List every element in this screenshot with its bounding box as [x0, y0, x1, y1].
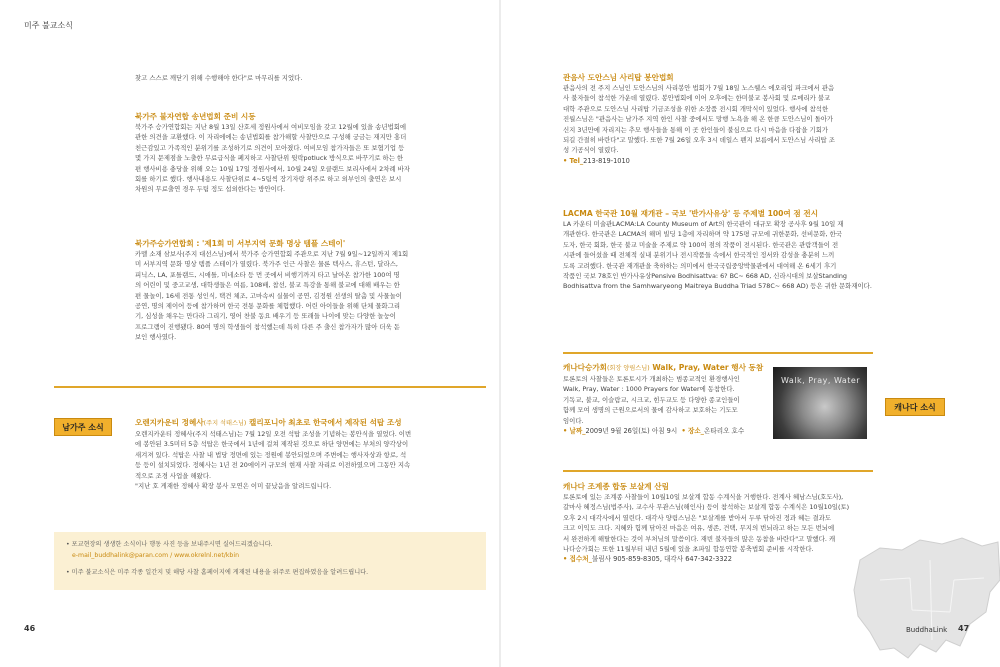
- article-line: 도자, 한국 회화, 한국 불교 미술을 주제로 약 100여 점의 작품이 전시된다. 한국관은 관람객들이 전: [563, 240, 839, 249]
- article-line: 친근감있고 가족적인 분위기를 조성하기로 의견이 모아졌다. 여비모임 참가자들은 또 보협기업 등: [135, 143, 405, 152]
- article-line: 북가주 승가연합회는 지난 8월 13일 산호세 정원사에서 여비모임을 갖고 12월에 있을 송년법회에: [135, 123, 407, 131]
- article-line: 회를 하기로 했다. 행사내용도 사찰단위로 4~5팀씩 장기자랑 위주로 하고 외부인의 출연은 보시: [135, 175, 402, 184]
- article-temple-stay: [135, 238, 485, 343]
- article-title: 오렌지카운티 정혜사(주지 석태스님) 캘리포니아 최초로 한국에서 제작된 석탑 조성: [135, 418, 402, 427]
- article-line: Bodhisattva from the Samhwaryeong Maitreya Buddha Triad 578C~ 668 AD) 등은 귀한 문화재이다.: [563, 282, 872, 291]
- article-body: [563, 83, 873, 156]
- section-label: 미주 불교소식: [24, 21, 73, 30]
- article-line: 신지 3년만에 자리지는 추모 행사들을 통해 이 곳 한인들이 불심으로 다시 마음을 다잡을 기회가: [563, 125, 829, 134]
- article-gwaneumsa-stupa: [563, 72, 873, 166]
- article-line: 성 기공식이 열렸다.: [563, 146, 619, 155]
- article-quote: "지난 호 게재한 정혜사 확장 봉사 모연은 이미 끝났음을 알려드립니다.: [135, 482, 332, 491]
- article-line: 기, 심성을 채우는 만다라 그리기, 영어 찬불 동요 배우기 등 또래들 나이에 맞는 다양한 놀눙이: [135, 312, 396, 321]
- article-canada-bodhisattva-precepts: [563, 481, 873, 564]
- intro-line: 찾고 스스로 깨닫기 위해 수행해야 한다"로 마무리를 지었다.: [135, 74, 303, 82]
- page-number-left: 46: [24, 624, 36, 633]
- article-title: 관음사 도안스님 사리탑 봉안법회: [563, 73, 674, 82]
- article-line: 서 완전하게 해탈한다는 것이 부처님의 말씀이다. 재빈 불자들의 많은 동참을 바란다"고 말했다. 캐: [563, 534, 836, 543]
- article-line: 적으로 조경 사업을 해왔다.: [135, 471, 212, 480]
- article-line: 관한 의견을 교환했다. 이 자리에에는 송년법회를 참가해할 사찰만으로 구성해 궁금는 재지만 홍더: [135, 133, 407, 142]
- region-tag-southern-california: 남가주 소식: [54, 418, 112, 436]
- article-line: 오후 2시 대각사에서 열린다. 대각사 양림스님은 "보살계를 받아서 두루 닦아진 정과 혜는 결과도: [563, 513, 831, 522]
- page-number-right: 47: [958, 624, 970, 633]
- article-title: LACMA 한국관 10월 재개관 – 국보 '반가사유상' 등 주제별 100여 점 전시: [563, 209, 819, 218]
- page-gutter: [499, 0, 501, 667]
- event-photo: [773, 367, 867, 439]
- article-line: 작품인 국보 78호인 반가사유상Pensive Bodhisattva: 6? BC~ 668 AD, 신라시대의 보살Standing: [563, 272, 847, 281]
- article-body: [563, 219, 873, 292]
- notes-line: • 포교현장의 생생한 소식이나 행동 사진 등을 보내주시면 실어드리겠습니다.: [66, 541, 273, 548]
- article-bay-area-year-end: [135, 111, 485, 195]
- article-body: [563, 492, 873, 554]
- section-divider: [54, 386, 486, 388]
- article-line: 보인 행사였다.: [135, 333, 177, 342]
- article-line: 등 등이 설치되었다. 정혜사는 1년 전 20에이커 규모의 현재 사찰 자리로 이전하였으며 그동안 지속: [135, 461, 411, 470]
- section-divider: [563, 352, 873, 354]
- article-line: 에 봉안된 3.5미터 5층 석탑은 한국에서 1년에 걸쳐 제작된 것으로 하단 양면에는 부처의 양각상이: [135, 440, 409, 449]
- article-line: 몇 가지 문제점을 노출한 무료급식을 폐지하고 사찰단위 뒷락potluck 방식으로 바꾸기로 하는 한: [135, 154, 404, 163]
- article-body: [563, 374, 765, 426]
- article-line: LA 카운티 미술관LACMA:LA County Museum of Art의 한국관이 대규모 확장 공사후 9월 10일 재: [563, 220, 844, 228]
- article-body: [135, 249, 485, 343]
- article-line: 새겨져 있다. 석탑은 사찰 내 법당 정면에 있는 정원에 봉안되었으며 주변에는 행사자상과 항로, 석: [135, 450, 407, 459]
- registration-info: • 접수처_불림사 905-859-8305, 대각사 647-342-3322: [563, 555, 732, 564]
- article-line: 의 어린이 및 중고교생, 대학생들은 여름, 108배, 참선, 불교 특강을 통해 불교에 대해 배우는 한: [135, 281, 400, 290]
- article-line: 기독교, 불교, 이슬람교, 시크교, 힌두교도 등 다양한 종교인들이: [563, 395, 740, 404]
- article-line: 토론토에 있는 조계종 사찰들이 10월10일 보살계 합동 수계식을 거행한다. 전계사 혜남스님(호도사),: [563, 493, 844, 501]
- article-body: [135, 122, 485, 195]
- article-body: [135, 429, 485, 481]
- article-jeonghyesa-pagoda: [135, 417, 485, 491]
- article-line: 편 물놀이, 16세 전통 성인식, 택견 체조, 고마속씨 실물이 공연, 김정원 선생의 탈춤 및 사물놀이: [135, 291, 402, 300]
- article-line: 시관에 들어섰을 때 전체적 실내 분위기나 전시작품들 속에서 한국적인 정서와 감성을 충분히 느끼: [563, 251, 835, 260]
- article-line: 차원의 무료출연 경우 두팀 정도 섭외한다는 방안이다.: [135, 185, 286, 194]
- article-line: 피닉스, LA, 포틀랜드, 시애틀, 미네소타 등 먼 곳에서 비행기까지 타고 날아온 참가한 100여 명: [135, 270, 400, 279]
- article-line: 미 서부지역 문화 명상 템플 스테이가 열렸다. 북가주 인근 사찰은 물론 텍사스, 휴스턴, 달라스,: [135, 260, 398, 269]
- notes-box: [54, 532, 486, 590]
- article-line: 갈마사 혜정스님(법주사), 교수사 무관스님(해인사) 등이 참석하는 보살계 합동 수계식은 10월10일(토): [563, 503, 850, 512]
- article-line: 임이다.: [563, 416, 584, 425]
- article-line: 크고 이익도 크다. 지혜와 힘께 닦아진 마음은 여유, 생존, 견택, 무지의 번뇌라고 하는 모든 번뇌에: [563, 524, 835, 533]
- footer-brand: BuddhaLink: [906, 626, 948, 634]
- article-line: 되길 간절히 바란다"고 말했다. 또한 7월 26일 오후 3시 데일스 펜지 보름에서 도안스님 사리탑 조: [563, 136, 835, 145]
- article-line: 사 불자들이 참석한 가운데 열렸다. 봉안법회에 이어 오후에는 한미불교 봉사회 및 로메리카 불교: [563, 94, 831, 103]
- article-line: 공연, 명의 제이어 등에 참가하며 한국 전통 문화를 체험했다. 어린 아이들을 위해 단체 물화그리: [135, 302, 401, 311]
- article-line: 프로그램이 진행됐다. 80여 명의 학생들이 참석했는데 특히 다른 주 출신 참가자가 많아 더욱 돋: [135, 322, 400, 331]
- article-line: 오렌지카운티 정혜사(주지 석태스님)는 7월 12일 오전 석탑 조성을 기념하는 봉안식을 열었다. 이번: [135, 430, 412, 438]
- article-line: 도록 고려했다. 한국관 재개관을 축하하는 의미에서 한국국립중앙박물관에서 대여해 온 6세기 후기: [563, 261, 837, 270]
- article-line: 함께 모여 생명의 근원으로서의 물에 감사하고 보호하는 기도모: [563, 406, 738, 415]
- notes-line: • 미주 불교소식은 미주 각종 일간지 및 해당 사찰 홈페이지에 게재된 내용을 위주로 편집하였음을 알려드립니다.: [66, 569, 369, 576]
- article-title: 북가주승가연합회 : '제1회 미 서부지역 문화 명상 템플 스테이': [135, 239, 346, 248]
- article-title: 캐나다 조계종 합동 보살계 산림: [563, 482, 669, 491]
- article-line: 카멜 소재 삼보사(주지 대선스님)에서 북가주 승가연합회 주관으로 지난 7월 9일~12일까지 제1회: [135, 250, 409, 258]
- article-lacma-korean-gallery: [563, 208, 873, 292]
- region-tag-canada: 캐나다 소식: [885, 398, 945, 416]
- event-info: • 날짜_2009년 9월 26일(토) 아침 9시 • 장소_온타리오 호수: [563, 427, 745, 436]
- article-title: 캐나다승가회(회장 양림스님) Walk, Pray, Water 행사 동참: [563, 363, 764, 372]
- article-title: 북가주 불자연합 송년법회 준비 시동: [135, 112, 256, 121]
- contact-info: • Tel_213-819-1010: [563, 156, 630, 165]
- article-walk-pray-water: [563, 362, 765, 436]
- photo-caption: Walk, Pray, Water: [781, 376, 861, 385]
- article-line: 진월스님은 "관음사는 남가주 지역 한인 사찰 중에서도 망행 노욕을 해 온 한큼 도안스님이 돌아가: [563, 115, 834, 124]
- article-line: 관음사의 전 주지 스님인 도안스님의 사리봉안 법회가 7월 18일 노스웰스 에오리입 파크에서 관음: [563, 84, 835, 92]
- article-line: Walk, Pray, Water : 1000 Prayers for Water에 동참한다.: [563, 385, 735, 394]
- article-line: 나다승가회는 또한 11월부터 내년 5월에 있을 초파일 합동연합 봉축법회 준비를 시작한다.: [563, 545, 814, 554]
- article-line: 개관한다. 한국관은 LACMA의 해머 빌딩 1층에 자리하며 약 175평 규모에 귀한문화, 선비문화, 한국: [563, 230, 842, 239]
- north-america-map-graphic: [850, 520, 1000, 667]
- article-line: 토론토의 사찰들은 토론토시가 개최하는 범종교적인 환경행사인: [563, 375, 740, 383]
- article-line: 편 행사비용 충당을 위해 오는 10월 17일 정원사에서, 10월 24일 오클랜드 보리사에서 2차례 바자: [135, 164, 410, 173]
- article-line: 대학 주관으로 도안스님 사리탑 기금조성을 위한 소장품 전시회 개막식이 있었다. 행사에 참석한: [563, 104, 829, 113]
- section-divider: [563, 470, 873, 472]
- contact-link[interactable]: e-mail_buddhalink@paran.com / www.okrelnl.net/kbin: [72, 552, 239, 559]
